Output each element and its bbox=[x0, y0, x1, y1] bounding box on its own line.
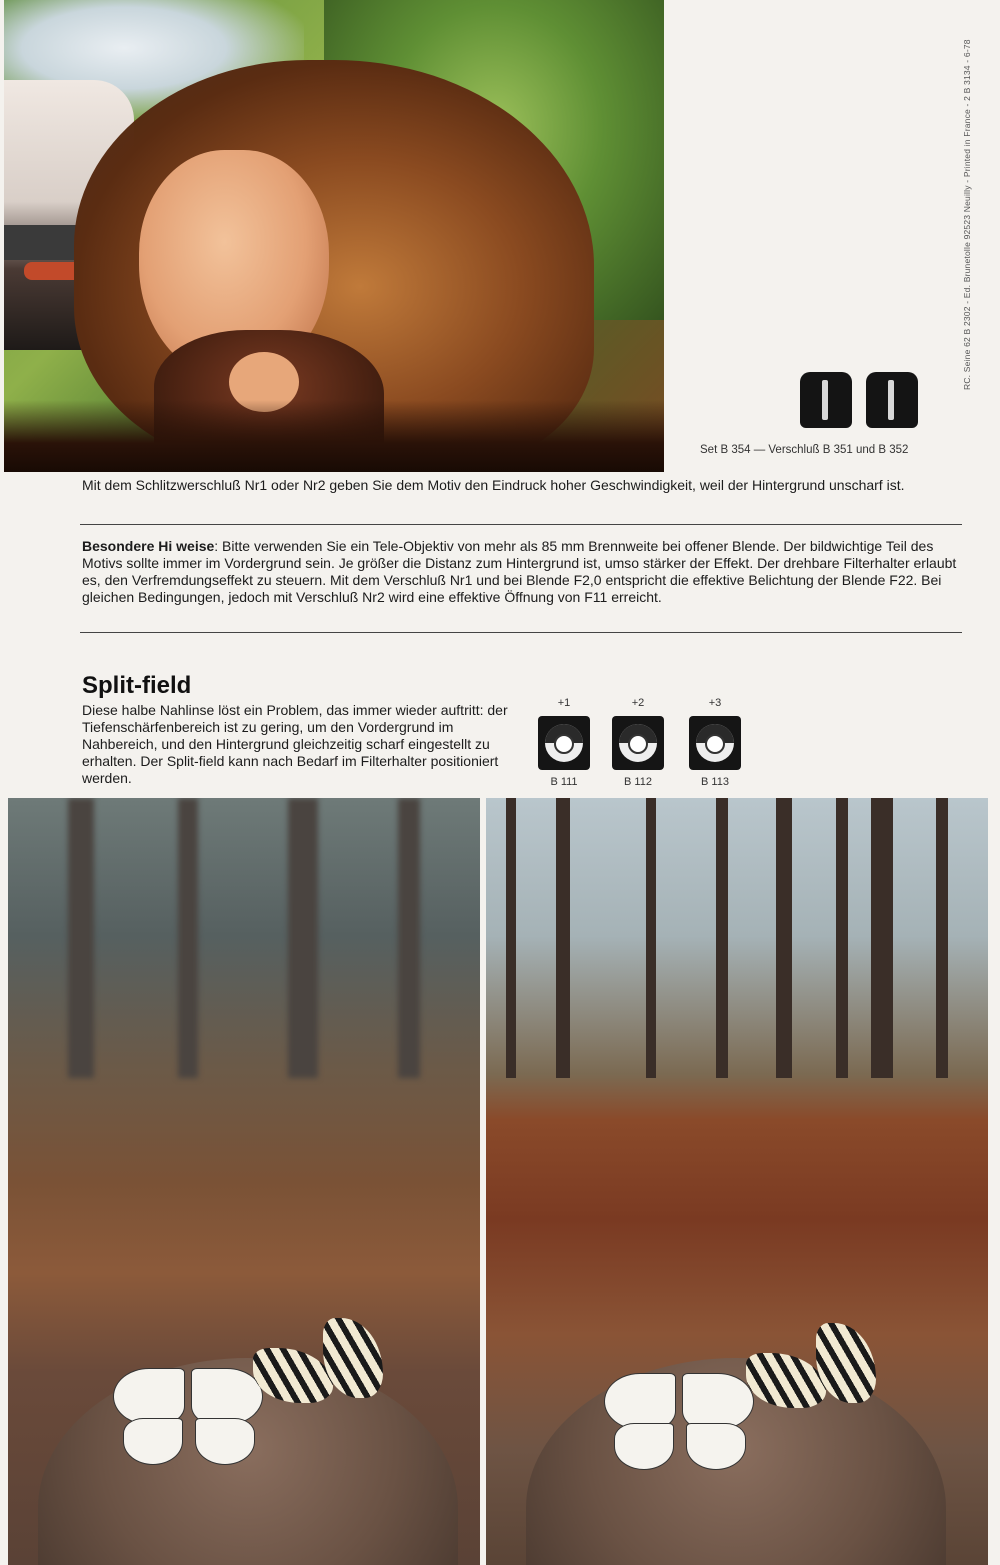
lens-2-code: B 112 bbox=[624, 776, 652, 788]
split-field-body: Diese halbe Nahlinse löst ein Problem, das immer wieder auftritt: der Tiefenschärfenbereich ist zu gering, um den Vordergrund im Nahbereich, und den Hintergrund gleichzeitig scharf eingestellt zu erhalten. Der Split-field kann nach Bedarf im Filterhalter positioniert werden. bbox=[82, 702, 508, 786]
forest-photo-blurred bbox=[8, 798, 480, 1565]
tree-trunk bbox=[776, 798, 792, 1078]
hints-text: : Bitte verwenden Sie ein Tele-Objektiv von mehr als 85 mm Brennweite bei offener Blende. Der bildwichtige Teil des Motivs sollte immer im Vordergrund sein. Je größer die Distanz zum Hintergrund ist, umso stärker der Effekt. Der drehbare Filterhalter erlaubt es, den Verfremdungseffekt zu steuern. Mit dem Verschluß Nr1 und bei Blende F2,0 entspricht die effektive Belichtung der Blende F22. Bei gleichen Bedingungen, jedoch mit Verschluß Nr2 wird eine effektive Öffnung von F11 erreicht. bbox=[82, 538, 957, 605]
photo-dashboard bbox=[4, 400, 664, 472]
intro-paragraph: Mit dem Schlitzwerschluß Nr1 oder Nr2 geben Sie dem Motiv den Eindruck hoher Geschwindigkeit, weil der Hintergrund unscharf ist. bbox=[82, 477, 905, 493]
tree-trunk bbox=[178, 798, 198, 1078]
tree-trunk bbox=[68, 798, 94, 1078]
tree-trunk bbox=[556, 798, 570, 1078]
split-lens-icon bbox=[538, 716, 590, 770]
split-field-title: Split-field bbox=[82, 672, 192, 699]
lens-2-power: +2 bbox=[631, 697, 645, 709]
tree-trunk bbox=[871, 798, 893, 1078]
tree-trunk bbox=[716, 798, 728, 1078]
hints-label: Besondere Hi weise bbox=[82, 538, 215, 554]
lens-1-power: +1 bbox=[557, 697, 571, 709]
tree-trunk bbox=[288, 798, 318, 1078]
split-lens-icon bbox=[689, 716, 741, 770]
print-credit: RC. Seine 62 B 2302 - Ed. Brunetolle 92523 Neuilly - Printed in France - 2 B 3134 - 6-78 bbox=[962, 39, 972, 390]
lens-1-code: B 111 bbox=[550, 776, 578, 788]
tree-trunk bbox=[936, 798, 948, 1078]
hints-paragraph bbox=[82, 538, 966, 606]
shutter-b352-icon bbox=[866, 372, 918, 428]
tree-trunk bbox=[506, 798, 516, 1078]
divider-top bbox=[80, 524, 962, 525]
shutter-b351-icon bbox=[800, 372, 852, 428]
white-butterfly bbox=[604, 1373, 754, 1473]
swallowtail-butterfly bbox=[253, 1318, 393, 1428]
white-butterfly bbox=[113, 1368, 263, 1468]
forest-photo-sharp bbox=[486, 798, 988, 1565]
lens-3-power: +3 bbox=[708, 697, 722, 709]
lens-3-code: B 113 bbox=[701, 776, 729, 788]
split-lens-icon bbox=[612, 716, 664, 770]
hero-photo bbox=[4, 0, 664, 472]
divider-bottom bbox=[80, 632, 962, 633]
tree-trunk bbox=[646, 798, 656, 1078]
tree-trunk bbox=[836, 798, 848, 1078]
swallowtail-butterfly bbox=[746, 1323, 886, 1433]
tree-trunk bbox=[398, 798, 420, 1078]
shutter-caption: Set B 354 — Verschluß B 351 und B 352 bbox=[700, 444, 909, 456]
